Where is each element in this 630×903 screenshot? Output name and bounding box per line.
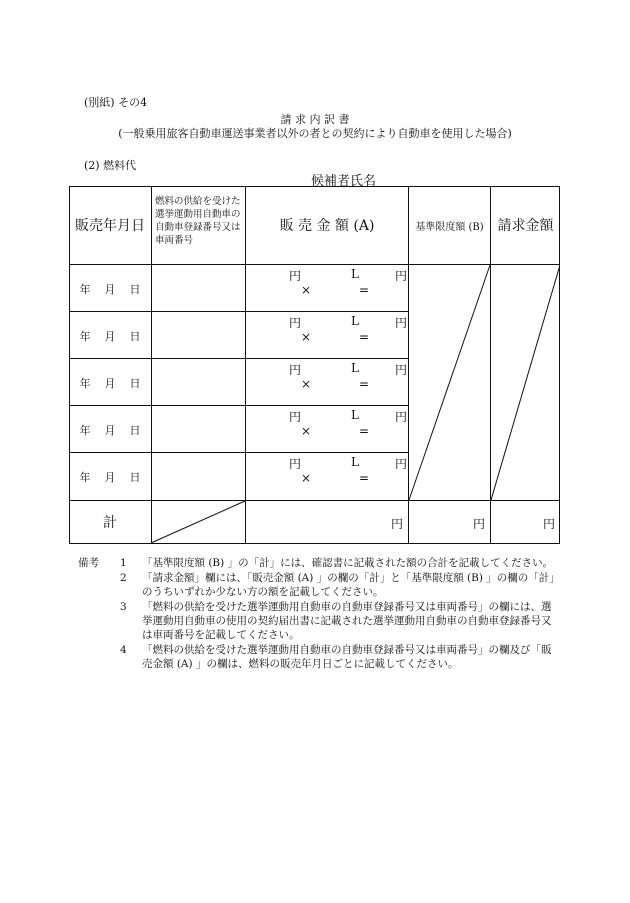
candidate-name-label: 候補者氏名	[311, 174, 377, 189]
vehicle-total-strike	[151, 501, 245, 543]
note-number: 3	[120, 601, 127, 613]
amount-yen: 円	[395, 363, 408, 377]
sale-date-field[interactable]	[69, 406, 151, 453]
date-unit-year: 年	[79, 329, 91, 343]
section-label: (2) 燃料代	[84, 159, 137, 172]
total-sales-field[interactable]	[246, 501, 386, 543]
date-unit-year: 年	[79, 282, 91, 296]
liter-unit: L	[351, 361, 359, 375]
vehicle-number-field[interactable]	[152, 406, 245, 453]
notes-heading	[78, 571, 120, 599]
vehicle-number-field[interactable]	[152, 312, 245, 359]
header-claim-amount: 請求金額	[497, 218, 554, 234]
unit-price-yen: 円	[289, 410, 302, 424]
header-vehicle-line: 自動車登録番号又は	[155, 222, 241, 233]
header-vehicle-line: 車両番号	[155, 235, 194, 246]
liter-unit: L	[351, 455, 359, 469]
header-vehicle-line: 選挙運動用自動車の	[155, 209, 241, 220]
header-date: 販売年月日	[75, 218, 145, 234]
date-unit-month: 月	[104, 470, 116, 484]
header-vehicle	[155, 195, 245, 265]
sales-amount-field[interactable]	[246, 453, 408, 500]
attachment-label: (別紙) その4	[84, 96, 148, 109]
sales-amount-field[interactable]	[246, 312, 408, 359]
total-sales-unit: 円	[391, 517, 404, 531]
note-number: 2	[120, 572, 127, 584]
notes-section	[78, 556, 558, 672]
sale-date-field[interactable]	[69, 359, 151, 406]
header-vehicle-line: 燃料の供給を受けた	[155, 196, 241, 207]
note-text: 「燃料の供給を受けた選挙運動用自動車の自動車登録番号又は車両番号」の欄には、選挙運動用自動車の使用の契約届出書に記載された選挙運動用自動車の自動車登録番号又は車両番号を記載してください。	[142, 601, 552, 641]
date-unit-month: 月	[104, 376, 116, 390]
note-text: 「基準限度額 (B) 」の「計」には、確認書に記載された額の合計を記載してください。	[142, 557, 554, 569]
amount-yen: 円	[395, 410, 408, 424]
sales-amount-field[interactable]	[246, 406, 408, 453]
total-label: 計	[103, 515, 117, 531]
limit-strike	[409, 265, 490, 500]
claim-strike	[491, 265, 560, 500]
note-item	[78, 600, 558, 642]
date-unit-day: 日	[129, 470, 141, 484]
equals-sign: =	[359, 377, 370, 391]
unit-price-yen: 円	[289, 269, 302, 283]
equals-sign: =	[359, 283, 370, 297]
equals-sign: =	[359, 424, 370, 438]
equals-sign: =	[359, 471, 370, 485]
unit-price-yen: 円	[289, 457, 302, 471]
vehicle-number-field[interactable]	[152, 453, 245, 500]
times-sign: ×	[301, 377, 312, 391]
note-number: 1	[120, 557, 127, 569]
amount-yen: 円	[395, 457, 408, 471]
sales-amount-field[interactable]	[246, 265, 408, 312]
times-sign: ×	[301, 424, 312, 438]
note-item	[78, 556, 558, 570]
total-claim-field[interactable]	[491, 501, 541, 543]
note-text: 「請求金額」欄には、「販売金額 (A) 」の欄の「計」と「基準限度額 (B) 」の欄の「計」のうちいずれか少ない方の額を記載してください。	[142, 572, 555, 598]
fuel-claim-table	[69, 186, 560, 544]
date-unit-year: 年	[79, 470, 91, 484]
total-limit-field[interactable]	[409, 501, 469, 543]
times-sign: ×	[301, 330, 312, 344]
date-unit-year: 年	[79, 376, 91, 390]
sale-date-field[interactable]	[69, 265, 151, 312]
page-subtitle: (一般乗用旅客自動車運送事業者以外の者との契約により自動車を使用した場合)	[118, 127, 512, 140]
notes-heading	[78, 600, 120, 642]
date-unit-month: 月	[104, 329, 116, 343]
total-limit-unit: 円	[473, 517, 486, 531]
liter-unit: L	[351, 408, 359, 422]
header-sales-amount: 販 売 金 額 (A)	[279, 218, 375, 234]
times-sign: ×	[301, 283, 312, 297]
date-unit-month: 月	[104, 423, 116, 437]
date-unit-day: 日	[129, 329, 141, 343]
times-sign: ×	[301, 471, 312, 485]
liter-unit: L	[351, 267, 359, 281]
vehicle-number-field[interactable]	[152, 359, 245, 406]
amount-yen: 円	[395, 316, 408, 330]
notes-heading: 備考	[78, 557, 99, 569]
notes-heading	[78, 643, 120, 671]
unit-price-yen: 円	[289, 363, 302, 377]
sales-amount-field[interactable]	[246, 359, 408, 406]
date-unit-year: 年	[79, 423, 91, 437]
page-title: 請 求 内 訳 書	[280, 113, 350, 126]
date-unit-day: 日	[129, 282, 141, 296]
note-text: 「燃料の供給を受けた選挙運動用自動車の自動車登録番号又は車両番号」の欄及び「販売金額 (A) 」の欄は、燃料の販売年月日ごとに記載してください。	[142, 644, 552, 670]
amount-yen: 円	[395, 269, 408, 283]
note-item	[78, 571, 558, 599]
unit-price-yen: 円	[289, 316, 302, 330]
equals-sign: =	[359, 330, 370, 344]
liter-unit: L	[351, 314, 359, 328]
date-unit-day: 日	[129, 423, 141, 437]
sale-date-field[interactable]	[69, 312, 151, 359]
sale-date-field[interactable]	[69, 453, 151, 500]
total-claim-unit: 円	[543, 517, 556, 531]
date-unit-day: 日	[129, 376, 141, 390]
header-limit-amount: 基準限度額 (B)	[415, 221, 484, 233]
vehicle-number-field[interactable]	[152, 265, 245, 312]
note-item	[78, 643, 558, 671]
note-number: 4	[120, 644, 127, 656]
candidate-name-field[interactable]	[380, 169, 550, 185]
date-unit-month: 月	[104, 282, 116, 296]
